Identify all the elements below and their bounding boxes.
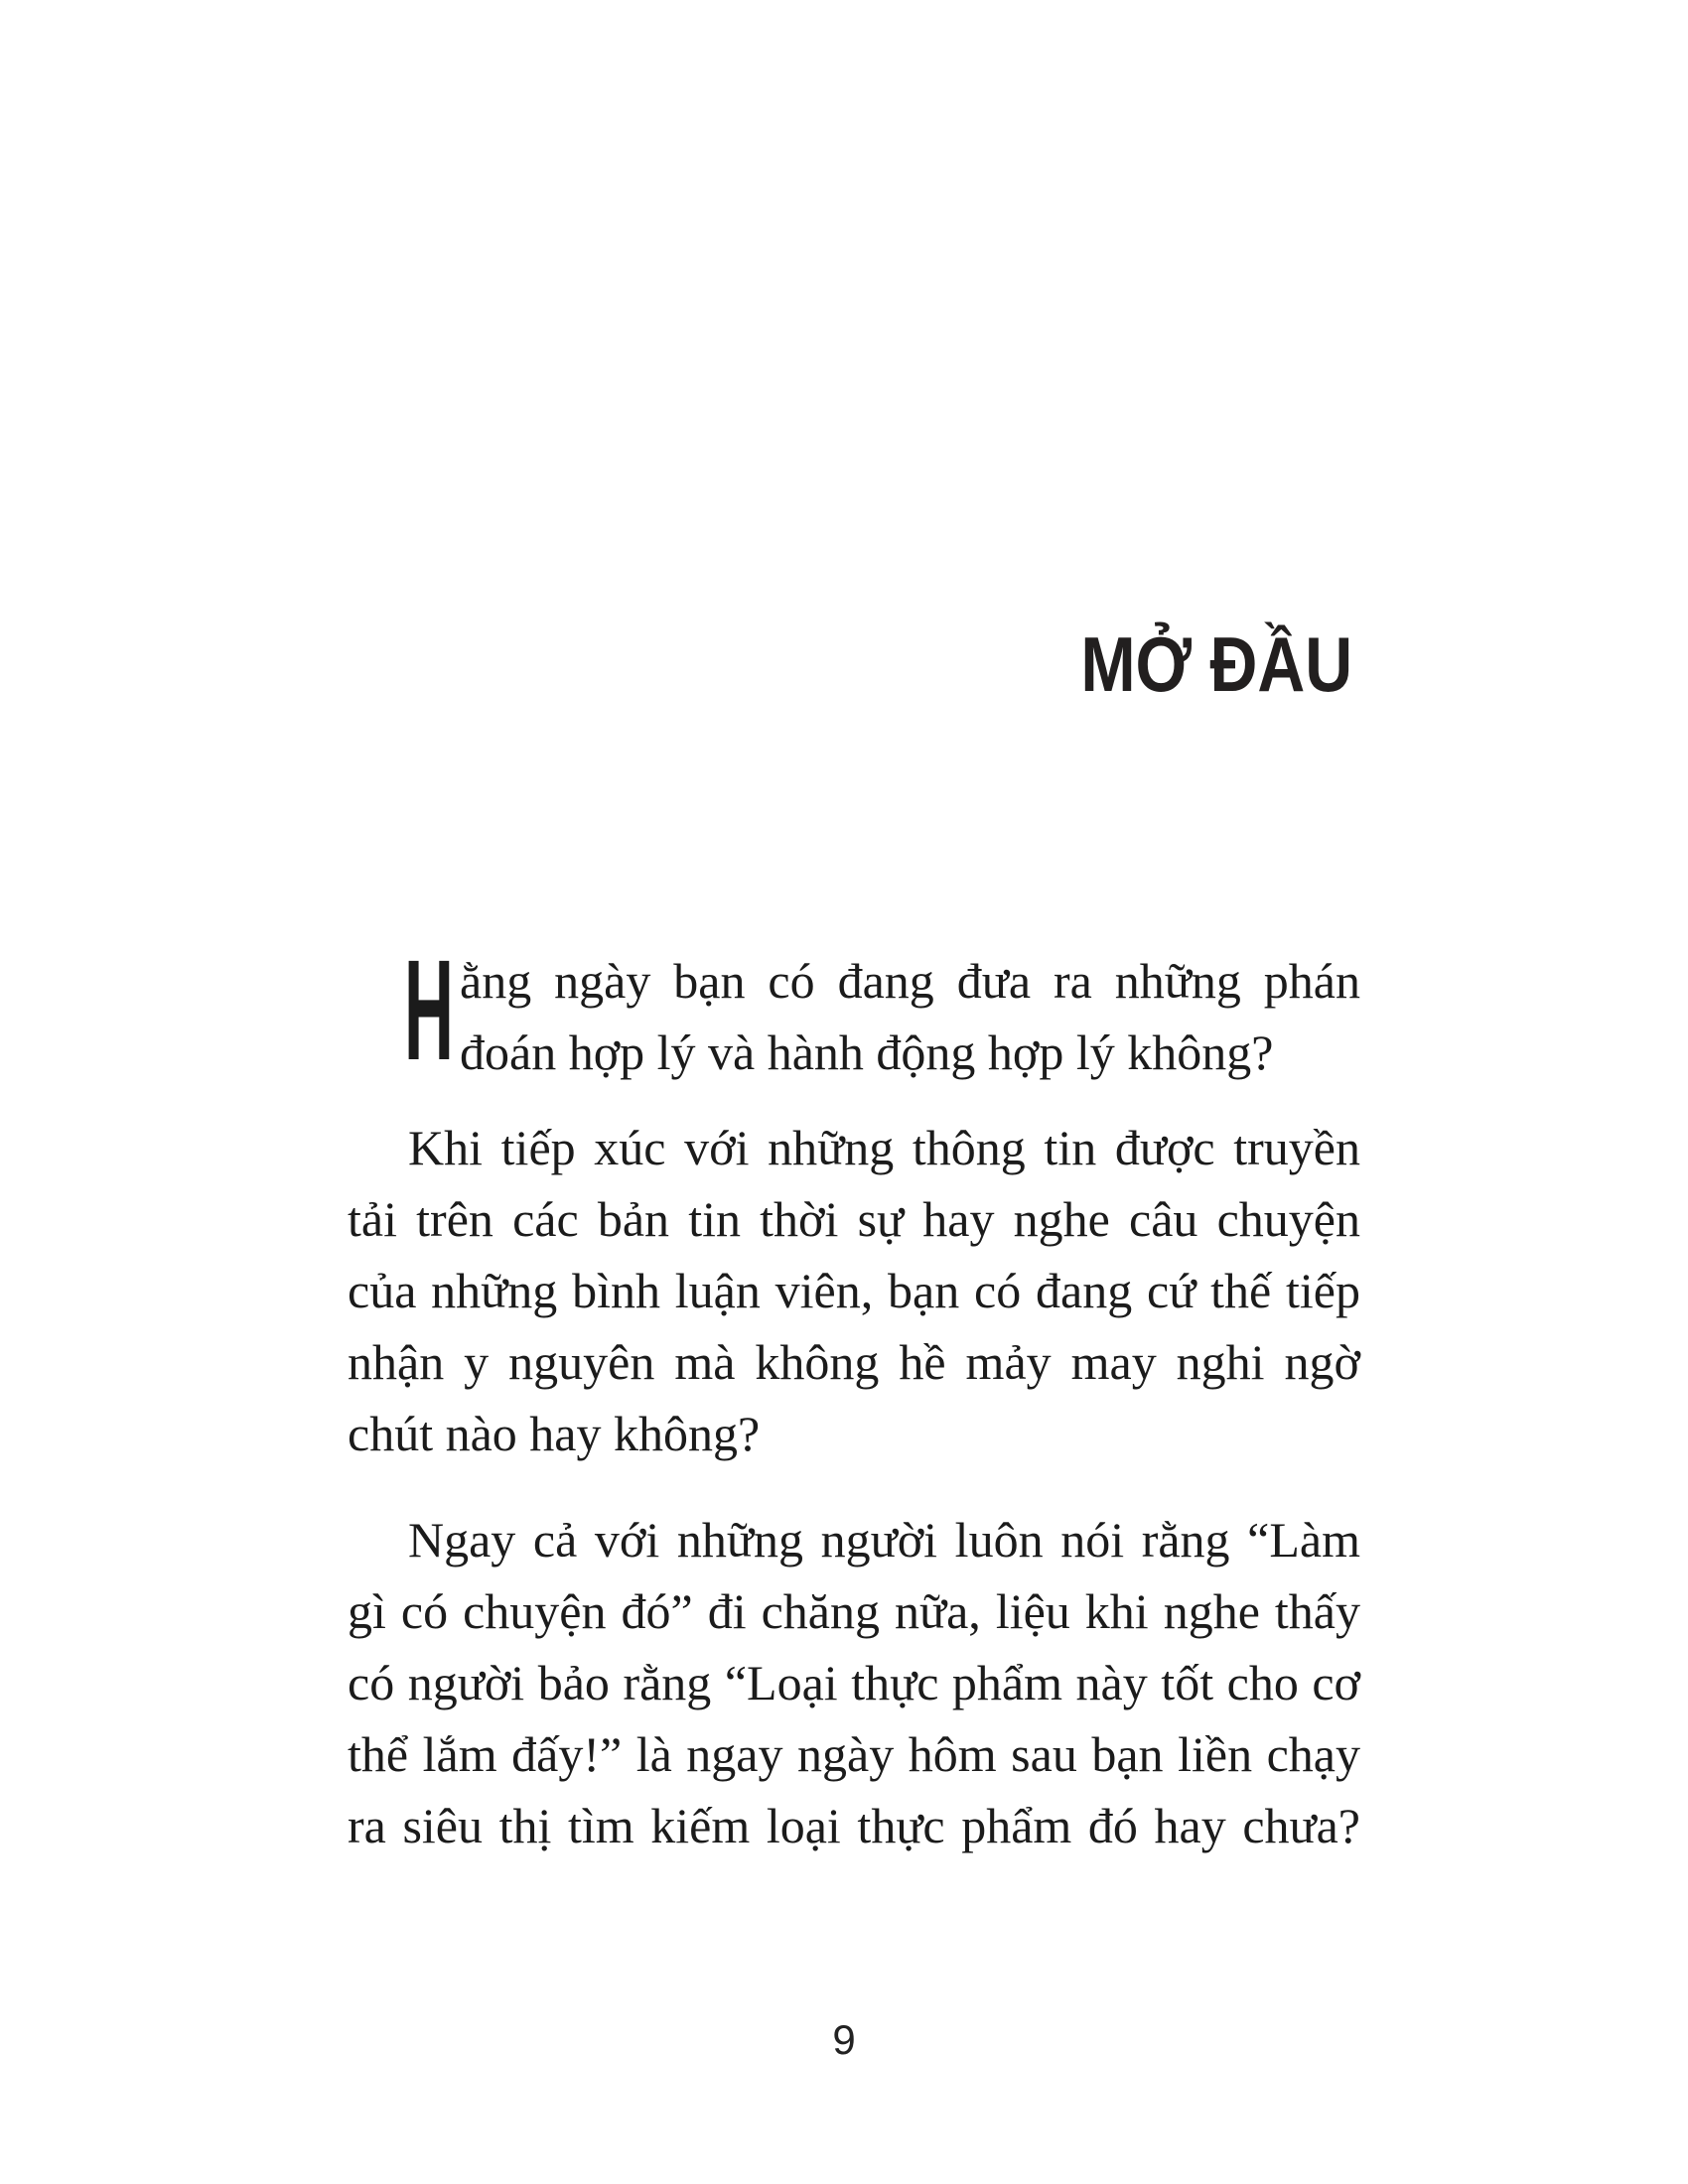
- text-line: nhận y nguyên mà không hề mảy may nghi ngờ: [348, 1334, 1360, 1390]
- text-line: gì có chuyện đó” đi chăng nữa, liệu khi nghe thấy: [348, 1583, 1360, 1639]
- text-line: đoán hợp lý và hành động hợp lý không?: [460, 1024, 1274, 1080]
- text-line: ra siêu thị tìm kiếm loại thực phẩm đó hay chưa?: [348, 1798, 1360, 1853]
- paragraph-2: [348, 1112, 1360, 1469]
- text-line: Khi tiếp xúc với những thông tin được truyền: [408, 1120, 1360, 1175]
- text-line: thể lắm đấy!” là ngay ngày hôm sau bạn liền chạy: [348, 1726, 1360, 1782]
- paragraph-3: [348, 1504, 1360, 1861]
- drop-cap: H: [404, 930, 454, 1090]
- body-text: [348, 930, 1360, 1861]
- text-line: của những bình luận viên, bạn có đang cứ thế tiếp: [348, 1263, 1360, 1318]
- text-line: ằng ngày bạn có đang đưa ra những phán: [460, 953, 1360, 1009]
- text-line: tải trên các bản tin thời sự hay nghe câu chuyện: [348, 1191, 1360, 1247]
- paragraph-1: [348, 930, 1360, 1090]
- text-line: Ngay cả với những người luôn nói rằng “Làm: [408, 1512, 1360, 1568]
- page-number: 9: [832, 2016, 856, 2063]
- text-line: có người bảo rằng “Loại thực phẩm này tốt cho cơ: [348, 1655, 1360, 1710]
- chapter-title: MỞ ĐẦU: [1080, 620, 1352, 708]
- text-line: chút nào hay không?: [348, 1406, 761, 1461]
